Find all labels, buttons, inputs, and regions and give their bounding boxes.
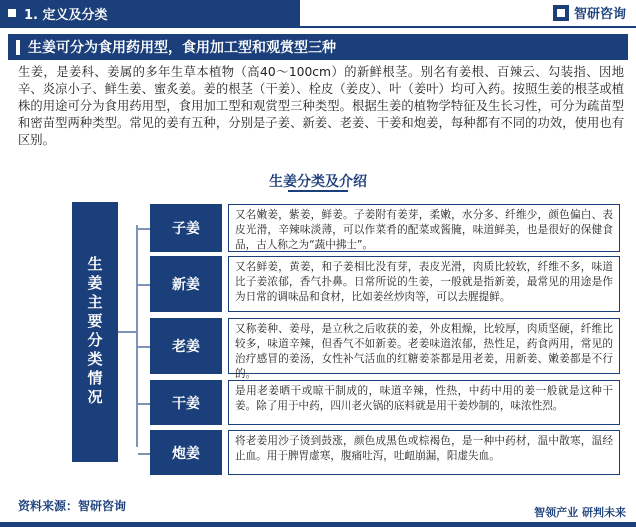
connector bbox=[138, 284, 150, 286]
title-underline bbox=[288, 190, 348, 192]
source-note: 资料来源：智研咨询 bbox=[18, 499, 127, 513]
top-bar bbox=[0, 0, 636, 28]
category-desc: 又名嫩姜，紫姜，鲜姜。子姜附有姜芽，柔嫩，水分多、纤维少，颜色偏白、表皮光滑，辛辣味淡薄，可以作菜肴的配菜或酱腌，味道鲜美，也是很好的保健食品，古人称之为“蔬中拂士”。 bbox=[228, 204, 620, 252]
intro-paragraph: 生姜，是姜科、姜属的多年生草本植物（高40～100cm）的新鲜根茎。别名有姜根、百辣云、勾装指、因地辛、炎凉小子、鲜生姜、蜜炙姜。姜的根茎（干姜）、栓皮（姜皮）、叶（姜叶）均可入药。按照生姜的根茎或植株的用途可分为食用药用型，食用加工型和观赏型三种类型。根据生姜的植物学特征及生长习性，可分为疏苗型和密苗型两种类型。常见的姜有五种，分别是子姜、新姜、老姜、干姜和炮姜，每种都有不同的功效，使用也有区别。 bbox=[18, 65, 624, 147]
connector bbox=[138, 228, 150, 230]
category-row-laojiang bbox=[138, 318, 620, 380]
banner-title: 生姜可分为食用药用型，食用加工型和观赏型三种 bbox=[28, 40, 336, 56]
top-divider bbox=[0, 26, 636, 28]
category-row-xinjiang bbox=[138, 256, 620, 312]
category-row-ganjiang bbox=[138, 380, 620, 425]
category-row-paojiang bbox=[138, 430, 620, 475]
heading-banner bbox=[8, 34, 628, 60]
connector bbox=[118, 331, 136, 333]
category-name: 新姜 bbox=[150, 256, 222, 312]
category-name: 炮姜 bbox=[150, 430, 222, 475]
category-name: 子姜 bbox=[150, 204, 222, 252]
category-name: 老姜 bbox=[150, 318, 222, 374]
connector bbox=[138, 403, 150, 405]
diagram-title: 生姜分类及介绍 bbox=[269, 174, 367, 190]
category-desc: 将老姜用沙子烫到鼓涨，颜色成黑色或棕褐色，是一种中药材，温中散寒，温经止血。用于脾胃虚寒，腹痛吐泻，吐衄崩漏，阳虚失血。 bbox=[228, 430, 620, 475]
footer-slogan: 智领产业 研判未来 bbox=[534, 506, 626, 519]
section-title: 1. 定义及分类 bbox=[24, 7, 108, 23]
logo-icon bbox=[553, 5, 569, 21]
category-desc: 又称姜种、姜母，是立秋之后收获的姜，外皮粗燥，比较厚，肉质坚硬，纤维比较多，味道辛辣，但香气不如新姜。老姜味道浓郁，热性足，药食两用，常见的治疗感冒的姜汤，女性补气活血的红糖姜茶都是用老姜，用新姜、嫩姜都是不行的。 bbox=[228, 318, 620, 374]
logo bbox=[553, 3, 626, 22]
category-desc: 是用老姜晒干或晾干制成的，味道辛辣，性热，中药中用的姜一般就是这种干姜。除了用于中药，四川老火锅的底料就是用干姜炒制的，味浓性烈。 bbox=[228, 380, 620, 425]
logo-text: 智研咨询 bbox=[573, 7, 626, 22]
connector bbox=[138, 346, 150, 348]
connector bbox=[138, 453, 150, 455]
category-desc: 又名鲜姜，黄姜，和子姜相比没有芽，表皮光滑，肉质比较软，纤维不多，味道比子姜浓郁，香气扑鼻。日常所说的生姜，一般就是指新姜，最常见的用途是作为日常的调味品和食材，比如姜丝炒肉等，可以去腥提鲜。 bbox=[228, 256, 620, 312]
square-icon bbox=[8, 9, 16, 17]
category-name: 干姜 bbox=[150, 380, 222, 425]
side-label: 生姜主要分类情况 bbox=[72, 202, 118, 462]
section-tag bbox=[0, 0, 300, 26]
category-row-zijiang bbox=[138, 204, 620, 252]
banner-bar bbox=[16, 40, 20, 55]
bottom-bar bbox=[0, 522, 636, 527]
